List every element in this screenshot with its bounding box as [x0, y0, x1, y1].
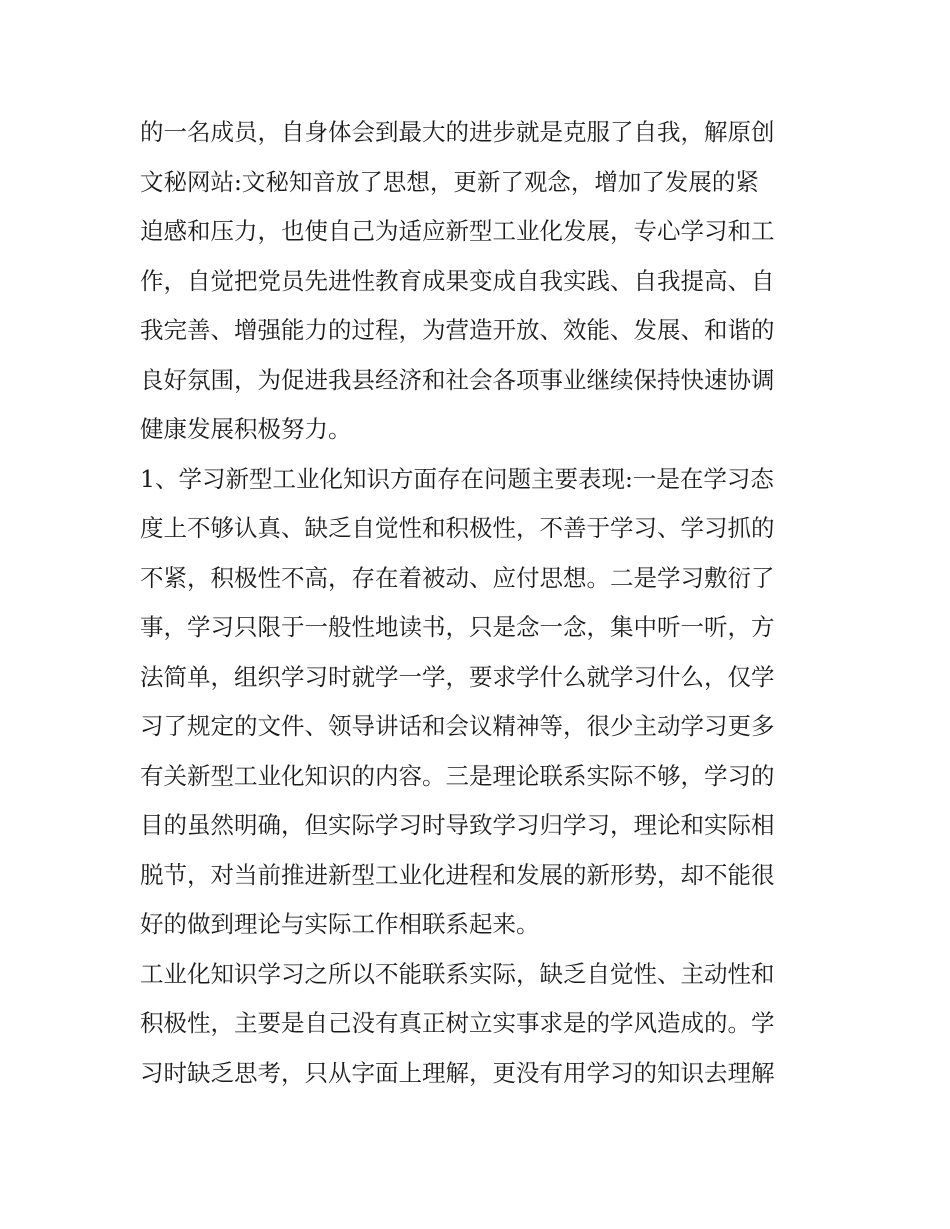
text-line: 良好氛围，为促进我县经济和社会各项事业继续保持快速协调 [140, 365, 775, 394]
text-line: 的一名成员，自身体会到最大的进步就是克服了自我，解原创 [140, 118, 775, 146]
text-line: 作，自觉把党员先进性教育成果变成自我实践、自我提高、自 [140, 266, 775, 295]
text-line: 习时缺乏思考，只从字面上理解，更没有用学习的知识去理解 [140, 1058, 775, 1087]
text-line: 工业化知识学习之所以不能联系实际，缺乏自觉性、主动性和 [140, 959, 775, 988]
text-line: 好的做到理论与实际工作相联系起来。 [140, 910, 540, 938]
text-line: 度上不够认真、缺乏自觉性和积极性，不善于学习、学习抓的 [140, 514, 775, 542]
text-line: 有关新型工业化知识的内容。三是理论联系实际不够，学习的 [140, 761, 775, 790]
text-line: 我完善、增强能力的过程，为营造开放、效能、发展、和谐的 [140, 316, 775, 344]
text-line: 迫感和压力，也使自己为适应新型工业化发展，专心学习和工 [140, 217, 775, 245]
text-line: 习了规定的文件、领导讲话和会议精神等，很少主动学习更多 [140, 712, 775, 740]
text-line: 目的虽然明确，但实际学习时导致学习归学习，理论和实际相 [140, 811, 775, 839]
text-line: 不紧，积极性不高，存在着被动、应付思想。二是学习敷衍了 [140, 563, 775, 592]
text-line: 健康发展积极努力。 [140, 415, 352, 443]
body-text [140, 108, 812, 1098]
text-line: 1、学习新型工业化知识方面存在问题主要表现:一是在学习态 [140, 464, 774, 493]
text-line: 脱节，对当前推进新型工业化进程和发展的新形势，却不能很 [140, 860, 775, 889]
text-line: 积极性，主要是自己没有真正树立实事求是的学风造成的。学 [140, 1009, 775, 1037]
text-line: 法简单，组织学习时就学一学，要求学什么就学习什么，仅学 [140, 662, 775, 691]
text-line: 文秘网站:文秘知音放了思想，更新了观念，增加了发展的紧 [140, 167, 759, 196]
text-line: 事，学习只限于一般性地读书，只是念一念，集中听一听，方 [140, 613, 775, 641]
